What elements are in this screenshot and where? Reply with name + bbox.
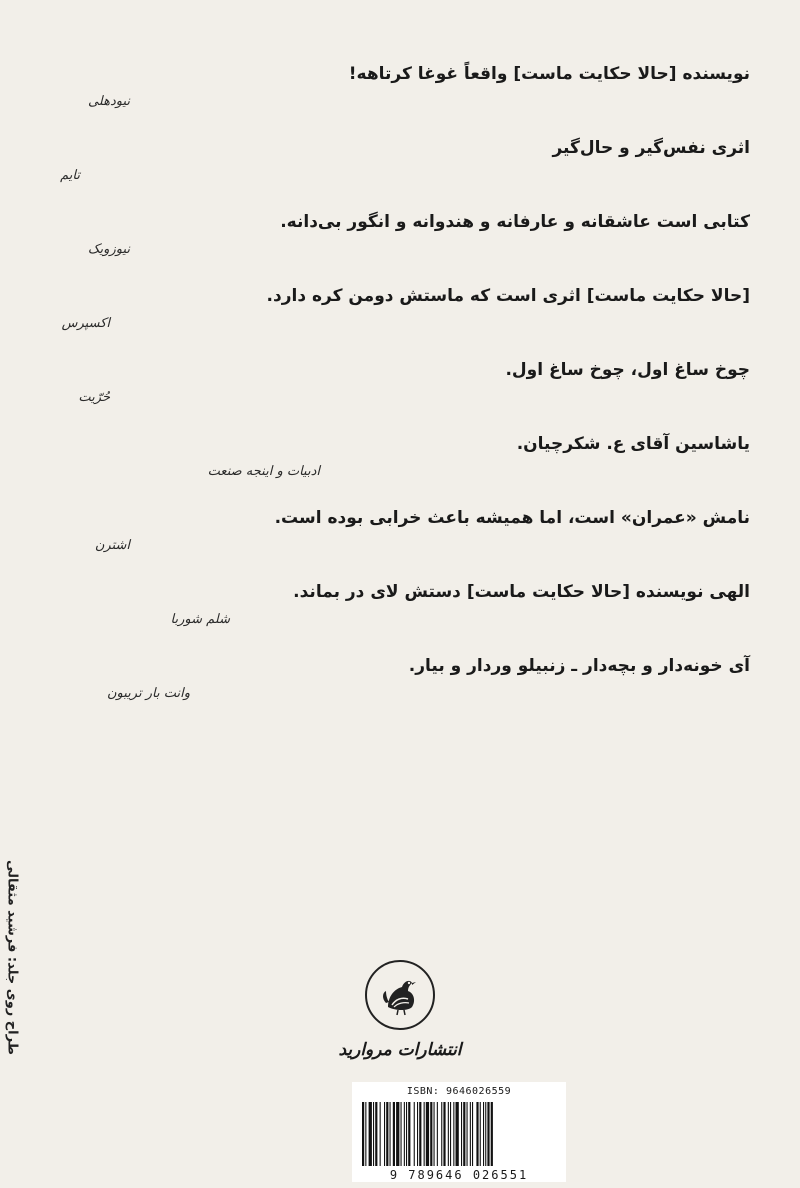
quote-text: الهی نویسنده [حالا حکایت ماست] دستش لای در بماند. — [293, 582, 750, 602]
barcode-bar — [453, 1102, 454, 1166]
quote-text: نویسنده [حالا حکایت ماست] واقعاً غوغا کرتاهه! — [348, 64, 750, 84]
bird-logo-icon — [365, 960, 435, 1030]
barcode-bar — [434, 1102, 435, 1166]
barcode-bar — [463, 1102, 465, 1166]
barcode-bar — [390, 1102, 391, 1166]
barcode-bar — [430, 1102, 432, 1166]
barcode-bar — [362, 1102, 364, 1166]
barcode-bar — [406, 1102, 407, 1166]
barcode-bar — [472, 1102, 473, 1166]
barcode-bar — [375, 1102, 377, 1166]
quote-source: وانت بار تریبون — [107, 686, 190, 701]
quote-text: اثری نفس‌گیر و حال‌گیر — [552, 138, 750, 158]
barcode-bar — [461, 1102, 462, 1166]
barcode-bar — [485, 1102, 486, 1166]
barcode-bar — [470, 1102, 471, 1166]
quote-item — [60, 430, 750, 504]
quote-item — [60, 356, 750, 430]
barcode-bar — [480, 1102, 481, 1166]
quote-item — [60, 282, 750, 356]
quote-source: ادبیات و اینجه صنعت — [207, 464, 320, 479]
quote-source: نیودهلی — [87, 94, 130, 109]
barcode-bar — [456, 1102, 459, 1166]
quote-text: آی خونه‌دار و بچه‌دار ـ زنبیلو وردار و بیار. — [408, 656, 750, 676]
barcode-bar — [384, 1102, 385, 1166]
barcode-bars — [360, 1102, 558, 1166]
barcode-bar — [476, 1102, 478, 1166]
ean-digits: 9 789646 026551 — [389, 1168, 529, 1182]
publisher-block — [330, 960, 470, 1060]
quote-text: کتابی است عاشقانه و عارفانه و هندوانه و انگور بی‌دانه. — [280, 212, 750, 232]
barcode-bar — [393, 1102, 395, 1166]
quote-source: حُرّیت — [78, 390, 110, 405]
barcode-bar — [443, 1102, 445, 1166]
quote-item — [60, 504, 750, 578]
quote-source: اکسپرس — [61, 316, 110, 331]
barcode-bar — [437, 1102, 438, 1166]
quote-text: چوخ ساغ اول، چوخ ساغ اول. — [505, 360, 750, 380]
barcode-bar — [373, 1102, 374, 1166]
quote-source: تایم — [60, 168, 80, 183]
isbn-label: ISBN: 9646026559 — [406, 1086, 512, 1097]
barcode-bar — [450, 1102, 451, 1166]
barcode-bar — [491, 1102, 493, 1166]
barcode-bar — [441, 1102, 442, 1166]
quote-item — [60, 652, 750, 726]
quote-text: نامش «عمران» است، اما همیشه باعث خرابی بوده است. — [274, 508, 750, 528]
barcode-bar — [404, 1102, 405, 1166]
quote-source: نیوزویک — [87, 242, 130, 257]
barcode-bar — [365, 1102, 366, 1166]
barcode-bar — [380, 1102, 381, 1166]
publisher-name: انتشارات مروارید — [338, 1040, 462, 1060]
barcode-bar — [386, 1102, 388, 1166]
barcode-bar — [417, 1102, 418, 1166]
barcode-bar — [401, 1102, 402, 1166]
cover-designer-credit: طراح روی جلد: فرشید مثقالی — [4, 860, 20, 1055]
barcode-bar — [448, 1102, 449, 1166]
barcode-bar — [426, 1102, 429, 1166]
barcode — [352, 1082, 566, 1182]
quote-source: شلم شوربا — [170, 612, 230, 627]
barcode-bar — [467, 1102, 468, 1166]
barcode-bar — [369, 1102, 372, 1166]
barcode-bar — [483, 1102, 484, 1166]
barcode-bar — [424, 1102, 425, 1166]
quote-text: یاشاسین آقای ع. شکرچیان. — [516, 434, 750, 454]
barcode-bar — [408, 1102, 410, 1166]
barcode-bar — [487, 1102, 489, 1166]
quote-text: [حالا حکایت ماست] اثری است که ماستش دومن کره دارد. — [266, 286, 750, 306]
quote-item — [60, 208, 750, 282]
quote-item — [60, 578, 750, 652]
quote-item — [60, 134, 750, 208]
barcode-bar — [396, 1102, 399, 1166]
barcode-bar — [419, 1102, 421, 1166]
quotes-list — [60, 60, 750, 726]
barcode-bar — [414, 1102, 415, 1166]
quote-source: اشترن — [94, 538, 130, 553]
quote-item — [60, 60, 750, 134]
